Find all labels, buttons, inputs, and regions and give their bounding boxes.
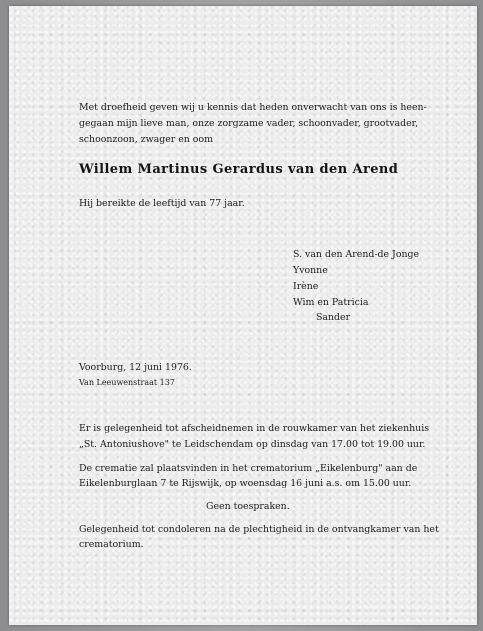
condolence-line-2: crematorium. (79, 539, 144, 550)
age-line: Hij bereikte de leeftijd van 77 jaar. (79, 198, 245, 209)
signatory-4: Wim en Patricia (293, 297, 369, 308)
signatory-1: S. van den Arend-de Jonge (293, 249, 420, 260)
signatory-2: Yvonne (293, 265, 328, 276)
cremation-line-1: De crematie zal plaatsvinden in het crematorium „Eikelenburg" aan de (79, 463, 418, 474)
cremation-line-2: Eikelenburglaan 7 te Rijswijk, op woensdag 16 juni a.s. om 15.00 uur. (79, 478, 412, 489)
funeral-card (9, 6, 477, 625)
signatory-5: Sander (316, 312, 351, 323)
intro-line-1: Met droefheid geven wij u kennis dat heden onverwacht van ons is heen- (79, 102, 427, 113)
signatory-3: Irène (293, 281, 319, 292)
farewell-line-2: „St. Antoniushove" te Leidschendam op dinsdag van 17.00 tot 19.00 uur. (79, 439, 426, 450)
farewell-line-1: Er is gelegenheid tot afscheidnemen in de rouwkamer van het ziekenhuis (79, 423, 430, 434)
no-speeches: Geen toespraken. (206, 501, 290, 512)
intro-line-3: schoonzoon, zwager en oom (79, 134, 213, 145)
condolence-line-1: Gelegenheid tot condoleren na de plechtigheid in de ontvangkamer van het (79, 524, 439, 535)
deceased-name: Willem Martinus Gerardus van den Arend (79, 162, 399, 177)
city-date: Voorburg, 12 juni 1976. (79, 362, 192, 373)
address: Van Leeuwenstraat 137 (79, 378, 175, 387)
intro-line-2: gegaan mijn lieve man, onze zorgzame vader, schoonvader, grootvader, (79, 118, 419, 129)
